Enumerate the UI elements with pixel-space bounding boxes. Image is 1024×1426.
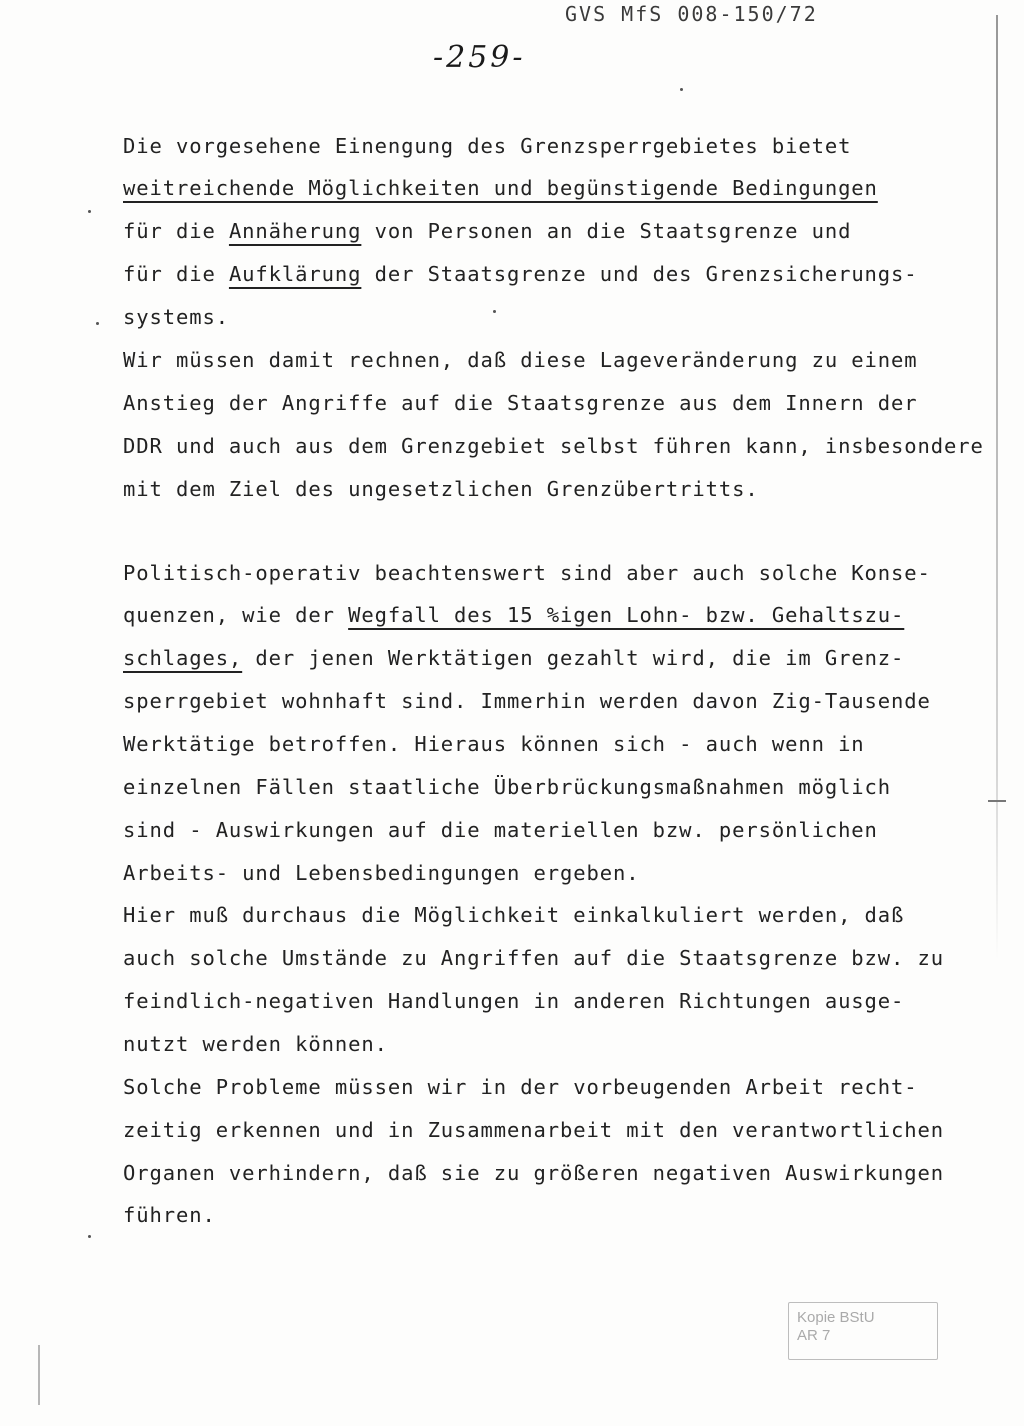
text-line: Die vorgesehene Einengung des Grenzsperrgebietes bietet	[123, 134, 852, 158]
scan-speck	[493, 310, 496, 313]
text-fragment: für die	[123, 219, 229, 243]
text-line: Politisch-operativ beachtenswert sind aber auch solche Konse-	[123, 561, 931, 585]
underlined-word: Aufklärung	[228, 262, 362, 286]
scan-speck	[96, 322, 99, 325]
text-line: Arbeits- und Lebensbedingungen ergeben.	[123, 861, 640, 885]
scan-speck	[680, 88, 683, 91]
underlined-word: schlages,	[123, 646, 243, 670]
text-fragment: der jenen Werktätigen gezahlt wird, die im Grenz-	[242, 646, 905, 670]
text-line: Organen verhindern, daß sie zu größeren negativen Auswirkungen	[123, 1161, 945, 1185]
underlined-word: Annäherung	[228, 219, 362, 243]
text-line	[123, 218, 851, 244]
scan-edge-line	[996, 15, 998, 960]
text-line: feindlich-negativen Handlungen in anderen Richtungen ausge-	[123, 989, 905, 1013]
text-line	[123, 261, 918, 287]
text-fragment: von Personen an die Staatsgrenze und	[361, 219, 852, 243]
stamp-line: Kopie BStU	[797, 1309, 875, 1326]
underlined-phrase: weitreichende Möglichkeiten und begünstigende Bedingungen	[123, 176, 878, 200]
scan-margin-mark	[38, 1345, 40, 1405]
archive-reference: GVS MfS 008-150/72	[565, 2, 818, 26]
text-fragment: quenzen, wie der	[123, 603, 349, 627]
archive-copy-stamp	[788, 1302, 938, 1360]
text-fragment: der Staatsgrenze und des Grenzsicherungs-	[361, 262, 918, 286]
text-line: Wir müssen damit rechnen, daß diese Lageveränderung zu einem	[123, 348, 918, 372]
text-line: Hier muß durchaus die Möglichkeit einkalkuliert werden, daß	[123, 903, 905, 927]
text-line: sind - Auswirkungen auf die materiellen bzw. persönlichen	[123, 818, 878, 842]
text-line: Anstieg der Angriffe auf die Staatsgrenze aus dem Innern der	[123, 391, 918, 415]
underlined-phrase: Wegfall des 15 %igen Lohn- bzw. Gehaltszu-	[348, 603, 905, 627]
scan-edge-mark	[988, 800, 1006, 802]
text-fragment: für die	[123, 262, 229, 286]
stamp-line: AR 7	[797, 1327, 831, 1344]
text-line: auch solche Umstände zu Angriffen auf die Staatsgrenze bzw. zu	[123, 946, 945, 970]
text-line: zeitig erkennen und in Zusammenarbeit mit den verantwortlichen	[123, 1118, 945, 1142]
text-line: mit dem Ziel des ungesetzlichen Grenzübertritts.	[123, 477, 759, 501]
text-line	[123, 645, 904, 671]
text-line	[123, 175, 878, 201]
text-line: Werktätige betroffen. Hieraus können sich - auch wenn in	[123, 732, 865, 756]
text-line: systems.	[123, 305, 229, 329]
text-line: sperrgebiet wohnhaft sind. Immerhin werden davon Zig-Tausende	[123, 689, 931, 713]
page-number: -259-	[433, 40, 526, 75]
scan-speck	[88, 210, 91, 213]
text-line: einzelnen Fällen staatliche Überbrückungsmaßnahmen möglich	[123, 775, 892, 799]
text-line: Solche Probleme müssen wir in der vorbeugenden Arbeit recht-	[123, 1075, 918, 1099]
text-line: führen.	[123, 1203, 216, 1227]
text-line: nutzt werden können.	[123, 1032, 388, 1056]
text-line	[123, 602, 904, 628]
text-line: DDR und auch aus dem Grenzgebiet selbst führen kann, insbesondere	[123, 434, 984, 458]
scan-speck	[88, 1235, 91, 1238]
